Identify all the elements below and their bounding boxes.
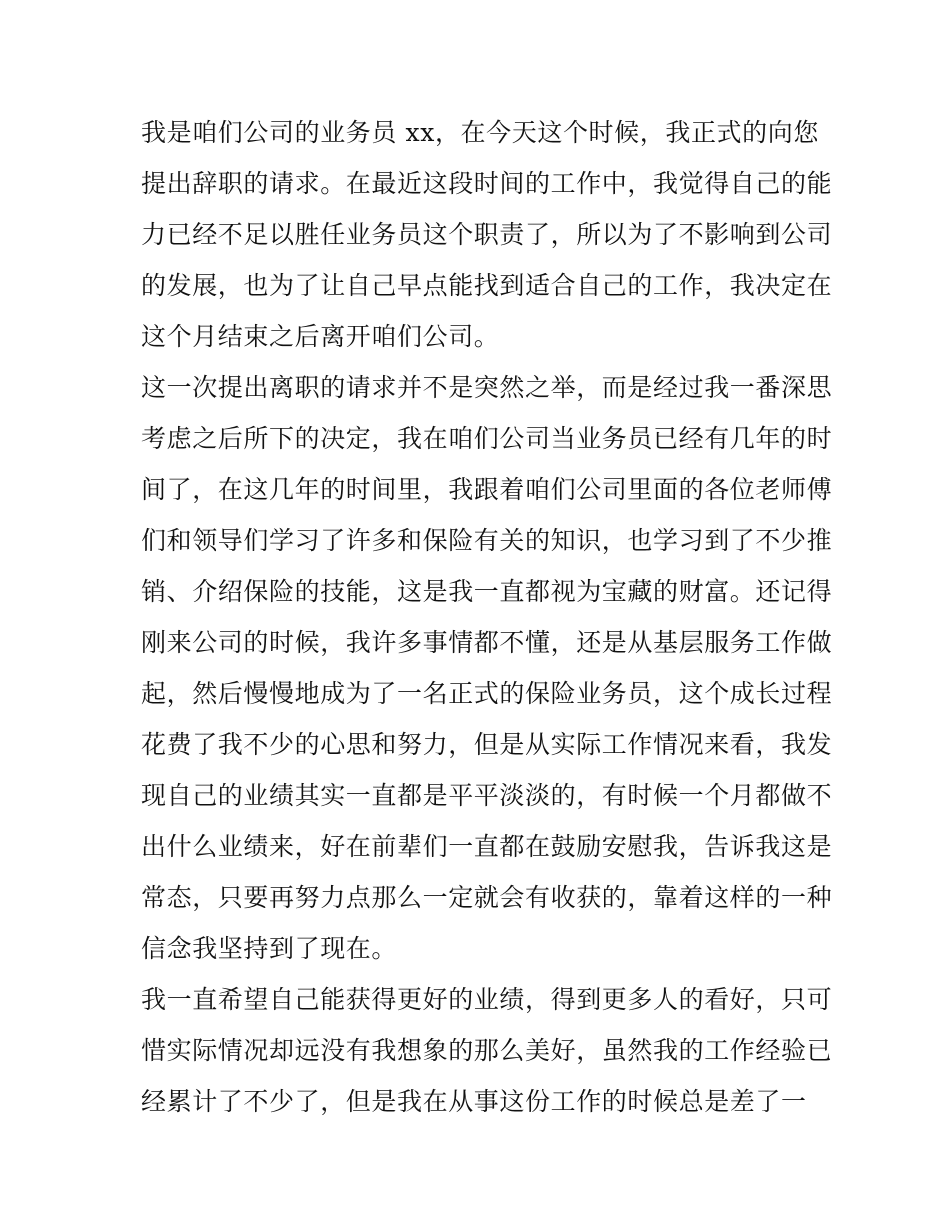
text-line: 刚来公司的时候，我许多事情都不懂，还是从基层服务工作做 [141,628,833,657]
text-line: 信念我坚持到了现在。 [141,934,398,963]
text-line: 出什么业绩来，好在前辈们一直都在鼓励安慰我，告诉我这是 [141,832,833,861]
text-line: 这个月结束之后离开咱们公司。 [141,322,500,351]
text-line: 起，然后慢慢地成为了一名正式的保险业务员，这个成长过程 [141,679,833,708]
text-line: 们和领导们学习了许多和保险有关的知识，也学习到了不少推 [141,526,833,555]
text-line: 常态，只要再努力点那么一定就会有收获的，靠着这样的一种 [141,883,833,912]
text-line: 间了，在这几年的时间里，我跟着咱们公司里面的各位老师傅 [141,475,833,504]
text-line: 力已经不足以胜任业务员这个职责了，所以为了不影响到公司 [141,220,833,249]
text-line: 这一次提出离职的请求并不是突然之举，而是经过我一番深思 [141,373,833,402]
text-line: 销、介绍保险的技能，这是我一直都视为宝藏的财富。还记得 [141,577,833,606]
text-line: 考虑之后所下的决定，我在咱们公司当业务员已经有几年的时 [141,424,833,453]
text-line: 花费了我不少的心思和努力，但是从实际工作情况来看，我发 [141,730,833,759]
text-line: 现自己的业绩其实一直都是平平淡淡的，有时候一个月都做不 [141,781,833,810]
text-line: 惜实际情况却远没有我想象的那么美好，虽然我的工作经验已 [141,1036,833,1065]
text-line: 我一直希望自己能获得更好的业绩，得到更多人的看好，只可 [141,985,833,1014]
document-body [141,107,833,1127]
text-line: 经累计了不少了，但是我在从事这份工作的时候总是差了一 [141,1087,807,1116]
text-line: 我是咱们公司的业务员 xx，在今天这个时候，我正式的向您 [141,118,819,147]
text-line: 提出辞职的请求。在最近这段时间的工作中，我觉得自己的能 [141,169,833,198]
text-line: 的发展，也为了让自己早点能找到适合自己的工作，我决定在 [141,271,833,300]
